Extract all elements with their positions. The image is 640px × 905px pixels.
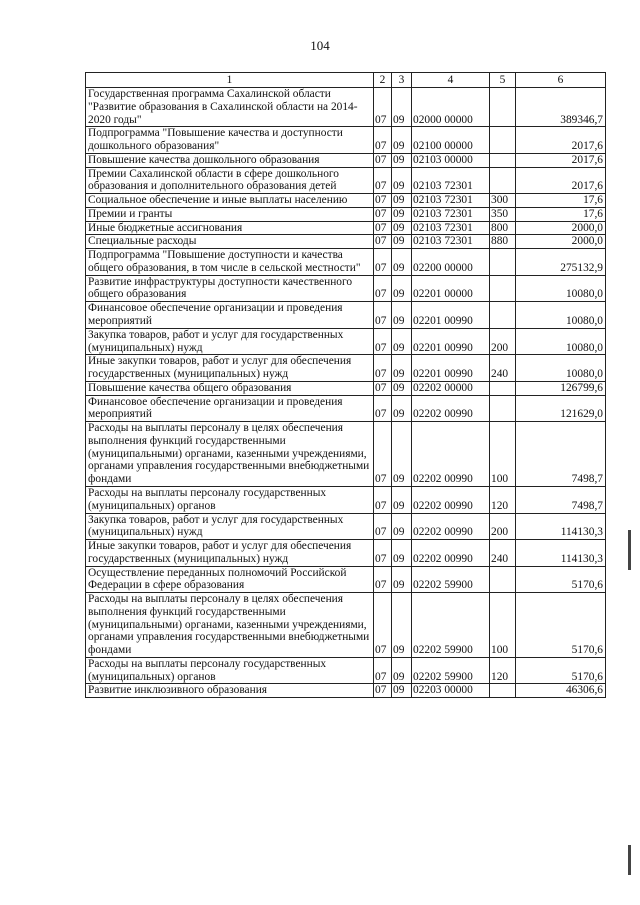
cell-name: Повышение качества дошкольного образования	[86, 153, 374, 167]
table-row	[86, 167, 606, 194]
cell-subsection: 09	[392, 167, 412, 194]
cell-expense-type: 100	[490, 593, 516, 658]
cell-name: Расходы на выплаты персоналу государственных (муниципальных) органов	[86, 486, 374, 513]
cell-amount: 2017,6	[516, 153, 606, 167]
cell-subsection: 09	[392, 153, 412, 167]
cell-target-article: 02202 00990	[412, 486, 490, 513]
cell-amount: 389346,7	[516, 88, 606, 127]
cell-target-article: 02202 59900	[412, 593, 490, 658]
table-row	[86, 422, 606, 487]
table-row	[86, 275, 606, 302]
cell-target-article: 02202 00990	[412, 395, 490, 422]
cell-expense-type: 200	[490, 328, 516, 355]
cell-amount: 5170,6	[516, 566, 606, 593]
cell-section: 07	[374, 381, 392, 395]
table-row	[86, 486, 606, 513]
cell-subsection: 09	[392, 395, 412, 422]
cell-section: 07	[374, 486, 392, 513]
cell-expense-type	[490, 566, 516, 593]
table-row	[86, 513, 606, 540]
table-row	[86, 540, 606, 567]
table-row	[86, 381, 606, 395]
cell-subsection: 09	[392, 513, 412, 540]
table-body	[86, 88, 606, 698]
cell-section: 07	[374, 593, 392, 658]
cell-target-article: 02202 00990	[412, 540, 490, 567]
cell-target-article: 02200 00000	[412, 249, 490, 276]
cell-target-article: 02201 00000	[412, 275, 490, 302]
header-cell: 3	[392, 73, 412, 88]
cell-amount: 17,6	[516, 207, 606, 221]
table-row	[86, 153, 606, 167]
cell-subsection: 09	[392, 486, 412, 513]
cell-expense-type	[490, 88, 516, 127]
cell-name: Закупка товаров, работ и услуг для государственных (муниципальных) нужд	[86, 328, 374, 355]
cell-expense-type	[490, 249, 516, 276]
cell-amount: 10080,0	[516, 328, 606, 355]
cell-amount: 10080,0	[516, 355, 606, 382]
cell-section: 07	[374, 566, 392, 593]
scan-edge-mark	[628, 530, 631, 570]
cell-subsection: 09	[392, 381, 412, 395]
cell-subsection: 09	[392, 328, 412, 355]
table-row	[86, 207, 606, 221]
scan-edge-mark	[628, 845, 631, 875]
cell-name: Социальное обеспечение и иные выплаты населению	[86, 194, 374, 208]
cell-expense-type	[490, 127, 516, 154]
cell-name: Повышение качества общего образования	[86, 381, 374, 395]
cell-section: 07	[374, 249, 392, 276]
cell-section: 07	[374, 684, 392, 698]
cell-subsection: 09	[392, 657, 412, 684]
cell-expense-type	[490, 381, 516, 395]
cell-target-article: 02201 00990	[412, 355, 490, 382]
cell-amount: 7498,7	[516, 422, 606, 487]
table-row	[86, 328, 606, 355]
budget-table	[85, 72, 606, 698]
cell-expense-type: 240	[490, 355, 516, 382]
cell-section: 07	[374, 221, 392, 235]
cell-amount: 10080,0	[516, 275, 606, 302]
cell-target-article: 02103 72301	[412, 194, 490, 208]
cell-name: Финансовое обеспечение организации и проведения мероприятий	[86, 395, 374, 422]
cell-expense-type	[490, 275, 516, 302]
cell-section: 07	[374, 302, 392, 329]
cell-subsection: 09	[392, 566, 412, 593]
cell-target-article: 02103 72301	[412, 235, 490, 249]
cell-target-article: 02202 59900	[412, 657, 490, 684]
cell-section: 07	[374, 153, 392, 167]
cell-expense-type: 300	[490, 194, 516, 208]
cell-section: 07	[374, 88, 392, 127]
cell-section: 07	[374, 194, 392, 208]
cell-subsection: 09	[392, 302, 412, 329]
cell-name: Специальные расходы	[86, 235, 374, 249]
cell-subsection: 09	[392, 422, 412, 487]
cell-expense-type: 800	[490, 221, 516, 235]
cell-target-article: 02203 00000	[412, 684, 490, 698]
cell-target-article: 02202 00990	[412, 422, 490, 487]
table-row	[86, 249, 606, 276]
cell-expense-type: 880	[490, 235, 516, 249]
table-row	[86, 88, 606, 127]
cell-name: Расходы на выплаты персоналу государственных (муниципальных) органов	[86, 657, 374, 684]
cell-name: Расходы на выплаты персоналу в целях обеспечения выполнения функций государственными (муниципальными) органами, казенными учреждениями, органами управления государственными внебюджетными фондами	[86, 422, 374, 487]
cell-name: Развитие инклюзивного образования	[86, 684, 374, 698]
cell-expense-type	[490, 395, 516, 422]
cell-expense-type: 200	[490, 513, 516, 540]
table-row	[86, 235, 606, 249]
cell-section: 07	[374, 127, 392, 154]
cell-amount: 5170,6	[516, 593, 606, 658]
cell-subsection: 09	[392, 194, 412, 208]
cell-name: Подпрограмма "Повышение качества и доступности дошкольного образования"	[86, 127, 374, 154]
cell-amount: 10080,0	[516, 302, 606, 329]
cell-name: Закупка товаров, работ и услуг для государственных (муниципальных) нужд	[86, 513, 374, 540]
cell-expense-type	[490, 153, 516, 167]
cell-name: Премии и гранты	[86, 207, 374, 221]
cell-subsection: 09	[392, 684, 412, 698]
cell-subsection: 09	[392, 593, 412, 658]
cell-subsection: 09	[392, 249, 412, 276]
table-row	[86, 302, 606, 329]
table-row	[86, 566, 606, 593]
page-number: 104	[310, 38, 330, 53]
table-row	[86, 221, 606, 235]
cell-name: Расходы на выплаты персоналу в целях обеспечения выполнения функций государственными (муниципальными) органами, казенными учреждениями, органами управления государственными внебюджетными фондами	[86, 593, 374, 658]
cell-amount: 2000,0	[516, 221, 606, 235]
cell-name: Государственная программа Сахалинской области "Развитие образования в Сахалинской области на 2014-2020 годы"	[86, 88, 374, 127]
cell-target-article: 02103 72301	[412, 221, 490, 235]
cell-subsection: 09	[392, 207, 412, 221]
cell-target-article: 02103 72301	[412, 167, 490, 194]
cell-amount: 7498,7	[516, 486, 606, 513]
table-row	[86, 395, 606, 422]
table-row	[86, 194, 606, 208]
cell-section: 07	[374, 657, 392, 684]
cell-expense-type	[490, 167, 516, 194]
cell-expense-type	[490, 684, 516, 698]
cell-name: Иные закупки товаров, работ и услуг для обеспечения государственных (муниципальных) нужд	[86, 355, 374, 382]
cell-amount: 275132,9	[516, 249, 606, 276]
cell-subsection: 09	[392, 235, 412, 249]
cell-amount: 2017,6	[516, 127, 606, 154]
cell-amount: 126799,6	[516, 381, 606, 395]
header-cell: 2	[374, 73, 392, 88]
cell-expense-type: 120	[490, 486, 516, 513]
cell-target-article: 02202 00990	[412, 513, 490, 540]
cell-section: 07	[374, 275, 392, 302]
cell-amount: 2017,6	[516, 167, 606, 194]
cell-subsection: 09	[392, 355, 412, 382]
cell-name: Осуществление переданных полномочий Российской Федерации в сфере образования	[86, 566, 374, 593]
cell-name: Подпрограмма "Повышение доступности и качества общего образования, в том числе в сельской местности"	[86, 249, 374, 276]
cell-name: Премии Сахалинской области в сфере дошкольного образования и дополнительного образования детей	[86, 167, 374, 194]
cell-amount: 2000,0	[516, 235, 606, 249]
cell-expense-type: 100	[490, 422, 516, 487]
cell-expense-type: 350	[490, 207, 516, 221]
cell-target-article: 02201 00990	[412, 328, 490, 355]
cell-target-article: 02202 00000	[412, 381, 490, 395]
cell-name: Развитие инфраструктуры доступности качественного общего образования	[86, 275, 374, 302]
table-row	[86, 355, 606, 382]
cell-name: Иные закупки товаров, работ и услуг для обеспечения государственных (муниципальных) нужд	[86, 540, 374, 567]
cell-section: 07	[374, 167, 392, 194]
cell-subsection: 09	[392, 275, 412, 302]
cell-amount: 46306,6	[516, 684, 606, 698]
cell-target-article: 02103 72301	[412, 207, 490, 221]
table-row	[86, 593, 606, 658]
cell-target-article: 02103 00000	[412, 153, 490, 167]
cell-amount: 114130,3	[516, 540, 606, 567]
cell-section: 07	[374, 328, 392, 355]
cell-section: 07	[374, 540, 392, 567]
cell-section: 07	[374, 513, 392, 540]
cell-section: 07	[374, 207, 392, 221]
cell-expense-type: 240	[490, 540, 516, 567]
table-row	[86, 657, 606, 684]
cell-subsection: 09	[392, 88, 412, 127]
table-row	[86, 127, 606, 154]
cell-amount: 114130,3	[516, 513, 606, 540]
cell-target-article: 02000 00000	[412, 88, 490, 127]
cell-subsection: 09	[392, 221, 412, 235]
cell-target-article: 02201 00990	[412, 302, 490, 329]
cell-amount: 17,6	[516, 194, 606, 208]
cell-amount: 5170,6	[516, 657, 606, 684]
cell-expense-type	[490, 302, 516, 329]
cell-subsection: 09	[392, 540, 412, 567]
cell-expense-type: 120	[490, 657, 516, 684]
cell-subsection: 09	[392, 127, 412, 154]
header-cell: 6	[516, 73, 606, 88]
table-row	[86, 684, 606, 698]
header-cell: 4	[412, 73, 490, 88]
cell-name: Финансовое обеспечение организации и проведения мероприятий	[86, 302, 374, 329]
cell-section: 07	[374, 235, 392, 249]
cell-target-article: 02202 59900	[412, 566, 490, 593]
header-cell: 1	[86, 73, 374, 88]
header-cell: 5	[490, 73, 516, 88]
cell-amount: 121629,0	[516, 395, 606, 422]
cell-section: 07	[374, 355, 392, 382]
cell-section: 07	[374, 422, 392, 487]
cell-name: Иные бюджетные ассигнования	[86, 221, 374, 235]
table-header-row	[86, 73, 606, 88]
cell-target-article: 02100 00000	[412, 127, 490, 154]
cell-section: 07	[374, 395, 392, 422]
